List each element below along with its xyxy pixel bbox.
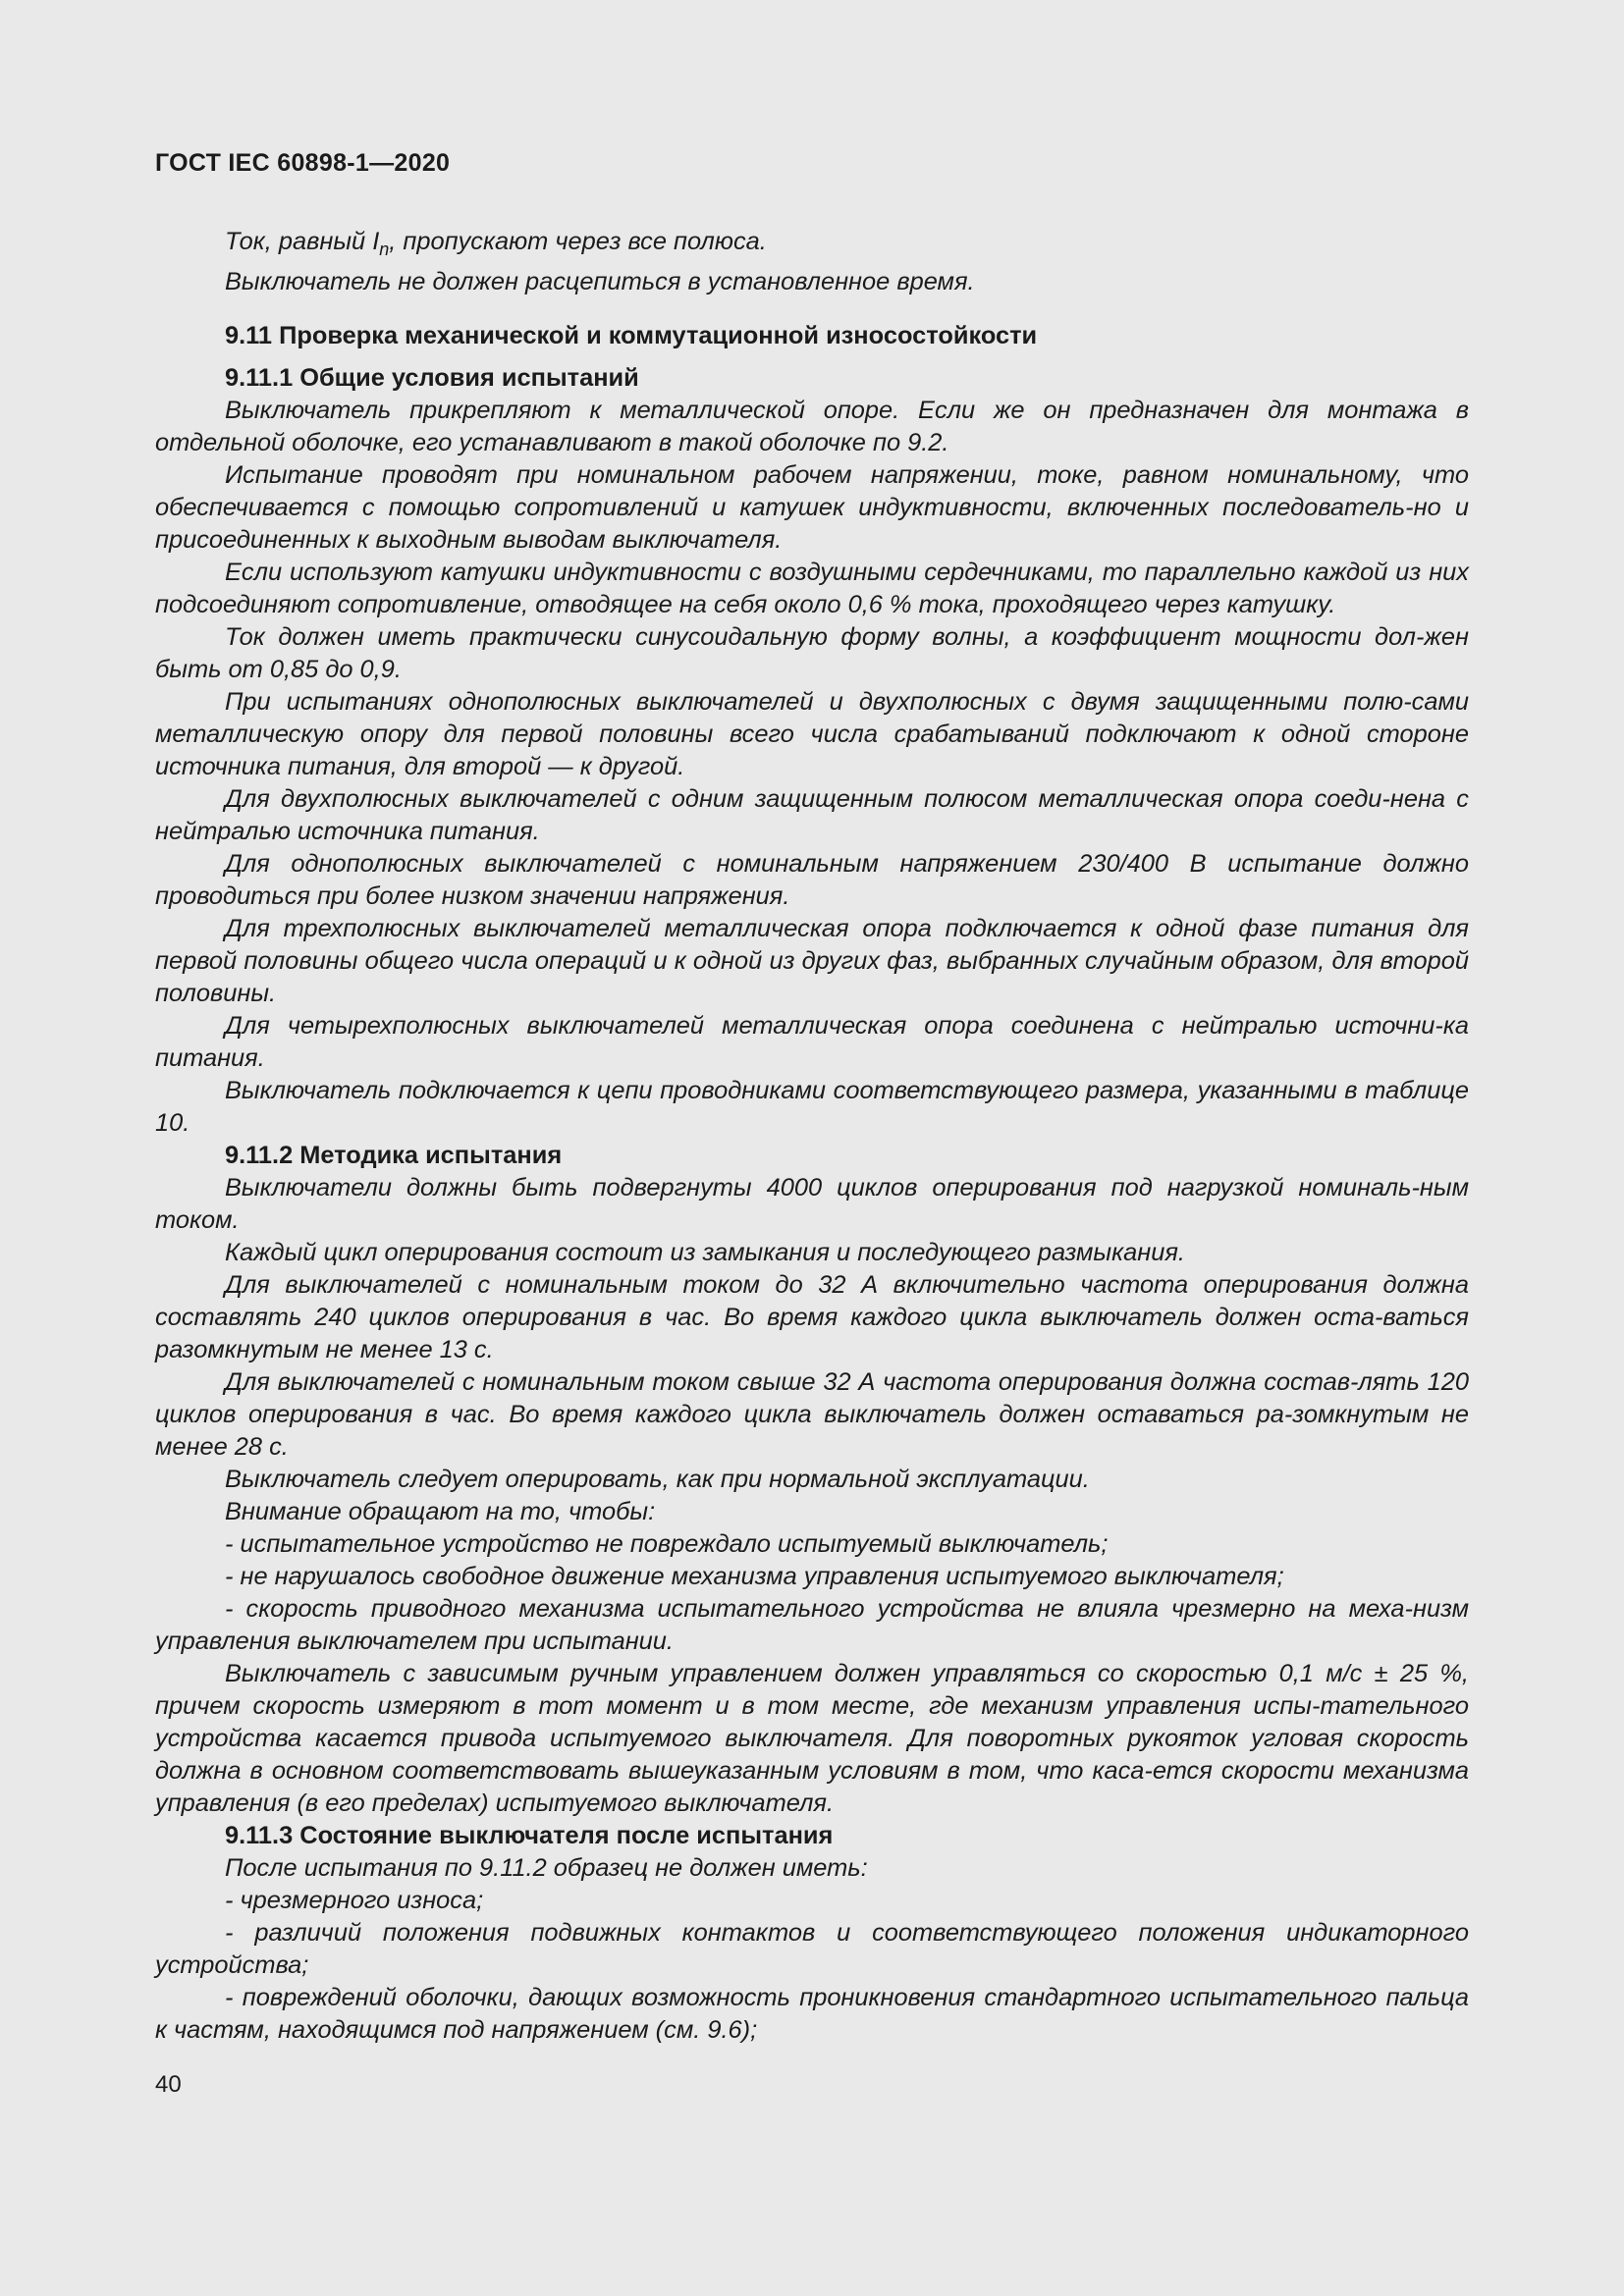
paragraph: Для выключателей с номинальным током свыше 32 А частота оперирования должна состав-лять 120 циклов оперирования в час. Во время каждого цикла выключатель должен оставаться ра-зомкнутым не менее 28 с. [155,1368,1469,1461]
paragraph: Для трехполюсных выключателей металлическая опора подключается к одной фазе питания для первой половины общего числа операций и к одной из других фаз, выбранных случайным образом, для второй половины. [155,915,1469,1007]
page-number: 40 [155,2071,182,2098]
intro-line-current [155,226,1469,266]
section-heading-9-11: 9.11 Проверка механической и коммутационной износостойкости [225,322,1038,349]
intro-text-before: Ток, равный I [225,228,380,255]
paragraph: Выключатель прикрепляют к металлической опоре. Если же он предназначен для монтажа в отдельной оболочке, его устанавливают в такой оболочке по 9.2. [155,397,1469,456]
list-item: - чрезмерного износа; [225,1887,484,1914]
list-item: - повреждений оболочки, дающих возможность проникновения стандартного испытательного пальца к частям, находящимся под напряжением (см. 9.6); [155,1984,1469,2044]
section-heading-9-11-1: 9.11.1 Общие условия испытаний [225,364,639,392]
intro-line-trip: Выключатель не должен расцепиться в установленное время. [225,268,975,295]
paragraph: Для двухполюсных выключателей с одним защищенным полюсом металлическая опора соеди-нена с нейтралью источника питания. [155,785,1469,845]
paragraph: Внимание обращают на то, чтобы: [225,1498,656,1525]
paragraph: Ток должен иметь практически синусоидальную форму волны, а коэффициент мощности дол-жен быть от 0,85 до 0,9. [155,623,1469,683]
paragraph: Выключатели должны быть подвергнуты 4000 циклов оперирования под нагрузкой номиналь-ным током. [155,1174,1469,1234]
paragraph: Испытание проводят при номинальном рабочем напряжении, токе, равном номинальному, что обеспечивается с помощью сопротивлений и катушек индуктивности, включенных последователь-но и присоединенных к выходным выводам выключателя. [155,461,1469,554]
document-header: ГОСТ IEC 60898-1—2020 [155,149,451,177]
list-item: - не нарушалось свободное движение механизма управления испытуемого выключателя; [225,1563,1284,1590]
paragraph: Выключатель подключается к цепи проводниками соответствующего размера, указанными в таблице 10. [155,1077,1469,1137]
paragraph: Каждый цикл оперирования состоит из замыкания и последующего размыкания. [225,1239,1185,1266]
subscript-n: n [379,240,390,259]
paragraph: При испытаниях однополюсных выключателей и двухполюсных с двумя защищенными полю-сами металлическую опору для первой половины всего числа срабатываний подключают к одной стороне источника питания, для второй — к другой. [155,688,1469,780]
list-item: - испытательное устройство не повреждало испытуемый выключатель; [225,1530,1109,1558]
paragraph: Выключатель следует оперировать, как при нормальной эксплуатации. [225,1466,1090,1493]
list-item: - скорость приводного механизма испытательного устройства не влияла чрезмерно на меха-низм управления выключателем при испытании. [155,1595,1469,1655]
paragraph: Для выключателей с номинальным током до 32 А включительно частота оперирования должна составлять 240 циклов оперирования в час. Во время каждого цикла выключатель должен оста-ваться разомкнутым не менее 13 с. [155,1271,1469,1363]
paragraph: После испытания по 9.11.2 образец не должен иметь: [225,1854,868,1882]
page-content [155,226,1469,2047]
paragraph: Для однополюсных выключателей с номинальным напряжением 230/400 В испытание должно проводиться при более низком значении напряжения. [155,850,1469,910]
intro-text-after: , пропускают через все полюса. [389,228,767,255]
paragraph: Для четырехполюсных выключателей металлическая опора соединена с нейтралью источни-ка питания. [155,1012,1469,1072]
paragraph: Если используют катушки индуктивности с воздушными сердечниками, то параллельно каждой из них подсоединяют сопротивление, отводящее на себя около 0,6 % тока, проходящего через катушку. [155,559,1469,618]
paragraph: Выключатель с зависимым ручным управлением должен управляться со скоростью 0,1 м/с ± 25 %, причем скорость измеряют в тот момент и в том месте, где механизм управления испы-тательного устройства касается привода испытуемого выключателя. Для поворотных рукояток угловая скорость должна в основном соответствовать вышеуказанным условиям в том, что каса-ется скорости механизма управления (в его пределах) испытуемого выключателя. [155,1660,1469,1817]
section-heading-9-11-2: 9.11.2 Методика испытания [225,1142,563,1169]
list-item: - различий положения подвижных контактов и соответствующего положения индикаторного устройства; [155,1919,1469,1979]
section-heading-9-11-3: 9.11.3 Состояние выключателя после испытания [225,1822,834,1849]
